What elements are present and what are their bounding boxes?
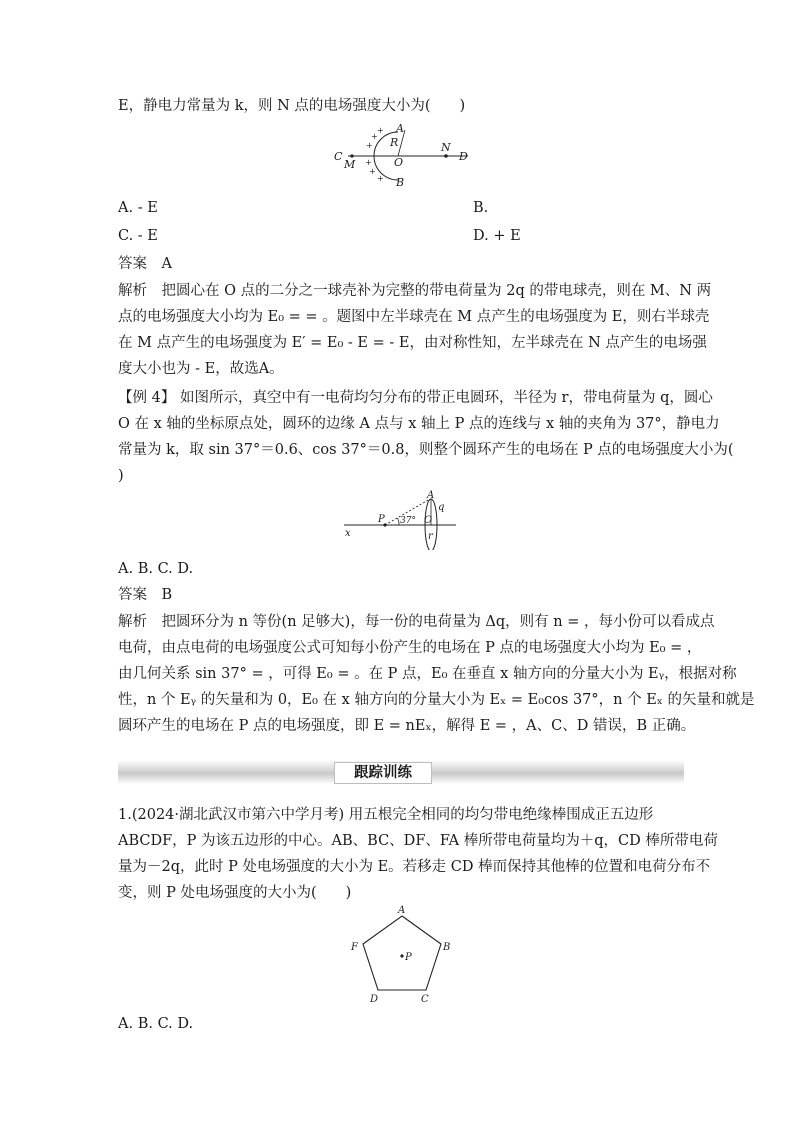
label-B: B [396, 176, 405, 189]
practice1-stem-line: 量为－2q，此时 P 处电场强度的大小为 E。若移走 CD 棒而保持其他棒的位置和电荷分布不 [118, 859, 711, 875]
label-O: O [424, 515, 433, 526]
angle-label: 37° [400, 516, 416, 526]
label-P: P [378, 514, 385, 525]
label-A: A [427, 490, 435, 501]
example4-stem-line: ) [118, 468, 124, 484]
option-c: C. - E [118, 228, 158, 244]
example4-analysis-line: 性，n 个 Eᵧ 的矢量和为 0，E₀ 在 x 轴方向的分量大小为 Eₓ = E₀cos 37°，n 个 Eₓ 的矢量和就是 [118, 692, 755, 708]
example4-stem-line: 【例 4】 如图所示，真空中有一电荷均匀分布的带正电圆环，半径为 r，带电荷量为 q，圆心 [118, 390, 713, 406]
plus-charge-mark: + [369, 167, 376, 176]
label-D: D [370, 994, 379, 1005]
practice1-stem-line: 1.(2024·湖北武汉市第六中学月考) 用五根完全相同的均匀带电绝缘棒围成正五边形 [118, 807, 654, 823]
plus-charge-mark: + [371, 132, 378, 141]
example4-stem-line: O 在 x 轴的坐标原点处，圆环的边缘 A 点与 x 轴上 P 点的连线与 x 轴的夹角为 37°，静电力 [118, 416, 720, 432]
problem3-analysis-line: 在 M 点产生的电场强度为 E′ = E₀ - E = - E，由对称性知，左半球壳在 N 点产生的电场强 [118, 335, 707, 351]
label-r: r [428, 531, 433, 542]
option-d: D. + E [473, 228, 521, 244]
example4-analysis-line: 电荷，由点电荷的电场强度公式可知每小份产生的电场在 P 点的电场强度大小均为 E₀ = ， [118, 640, 702, 656]
example4-options: A. B. C. D. [118, 561, 194, 577]
plus-charge-mark: + [377, 126, 384, 135]
option-b: B. [473, 200, 489, 216]
option-a: A. - E [118, 200, 158, 216]
label-x: x [345, 528, 351, 539]
pentagon-figure [340, 902, 460, 1010]
problem3-analysis-line: 解析 把圆心在 O 点的二分之一球壳补为完整的带电荷量为 2q 的带电球壳，则在 M、N 两 [118, 283, 712, 299]
label-C: C [421, 994, 429, 1005]
problem3-option-row-1 [118, 198, 684, 218]
hemisphere-figure [328, 118, 478, 192]
plus-charge-mark: + [365, 158, 372, 167]
label-P: P [405, 952, 412, 963]
practice1-options: A. B. C. D. [118, 1016, 194, 1032]
label-q: q [438, 502, 445, 513]
example4-analysis-line: 由几何关系 sin 37° = ，可得 E₀ = 。在 P 点，E₀ 在垂直 x 轴方向的分量大小为 Eᵧ，根据对称 [118, 666, 737, 682]
example4-stem-line: 常量为 k，取 sin 37°＝0.6、cos 37°＝0.8，则整个圆环产生的电场在 P 点的电场强度大小为( [118, 442, 734, 458]
label-O: O [394, 156, 404, 169]
section-title: 跟踪训练 [334, 762, 432, 784]
ring-figure [336, 488, 460, 550]
label-C: C [334, 150, 343, 163]
label-N: N [441, 141, 451, 154]
plus-charge-mark: + [366, 141, 373, 150]
label-M: M [344, 158, 356, 171]
label-A: A [396, 122, 404, 135]
label-B: B [443, 942, 451, 953]
label-A: A [398, 905, 406, 916]
problem3-stem-tail: E，静电力常量为 k，则 N 点的电场强度大小为( ) [118, 98, 466, 114]
label-F: F [351, 942, 358, 953]
problem3-analysis-line: 点的电场强度大小均为 E₀ = = 。题图中左半球壳在 M 点产生的电场强度为 E，则右半球壳 [118, 309, 710, 325]
example4-analysis-line: 圆环产生的电场在 P 点的电场强度，即 E = nEₓ，解得 E = ，A、C、D 错误，B 正确。 [118, 718, 696, 734]
problem3-analysis-line: 度大小也为 - E，故选A。 [118, 361, 284, 377]
practice1-stem-line: ABCDF，P 为该五边形的中心。AB、BC、DF、FA 棒所带电荷量均为＋q，CD 棒所带电荷 [118, 833, 718, 849]
problem3-answer: 答案 A [118, 256, 172, 272]
problem3-option-row-2 [118, 226, 684, 246]
example4-answer: 答案 B [118, 587, 173, 603]
practice1-stem-line: 变，则 P 处电场强度的大小为( ) [118, 885, 352, 901]
example4-analysis-line: 解析 把圆环分为 n 等份(n 足够大)，每一份的电荷量为 Δq，则有 n = ，每小份可以看成点 [118, 614, 715, 630]
plus-charge-mark: + [377, 174, 384, 183]
label-D: D [459, 150, 468, 163]
label-R: R [390, 136, 399, 149]
